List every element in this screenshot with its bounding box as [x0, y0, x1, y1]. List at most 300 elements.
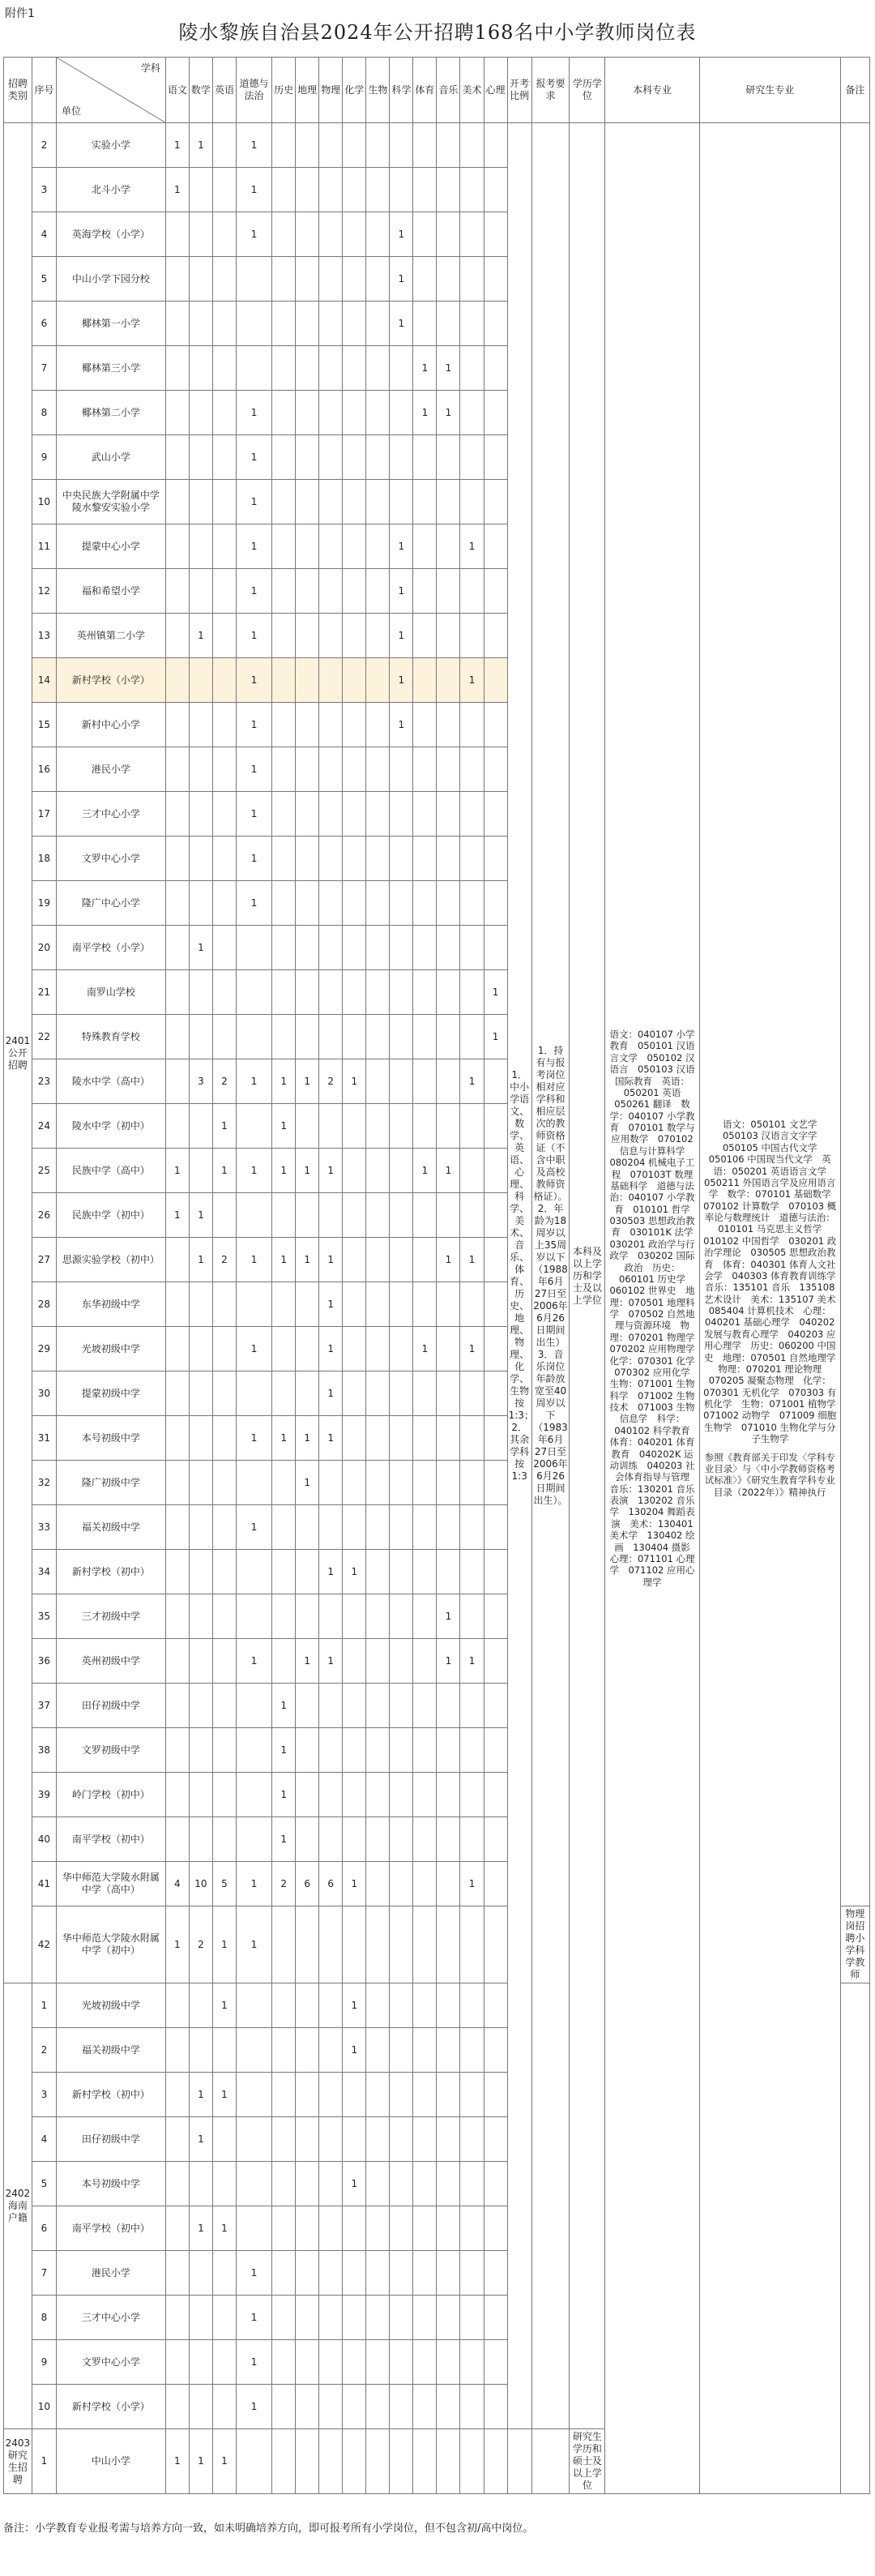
unit-cell: 思源实验学校（初中）	[57, 1238, 166, 1282]
quota-cell	[236, 2429, 271, 2494]
quota-cell: 4	[165, 1862, 189, 1906]
quota-cell: 1	[272, 1728, 296, 1773]
quota-cell	[212, 1639, 236, 1684]
quota-cell	[189, 2340, 212, 2385]
quota-cell	[236, 1983, 271, 2028]
quota-cell	[319, 2206, 343, 2251]
quota-cell	[460, 1728, 484, 1773]
quota-cell	[390, 1684, 413, 1728]
quota-cell	[165, 1015, 189, 1059]
quota-cell: 1	[236, 212, 271, 257]
quota-cell	[413, 569, 437, 614]
quota-cell	[437, 2429, 460, 2494]
quota-cell	[189, 703, 212, 747]
quota-cell	[343, 1684, 366, 1728]
quota-cell	[484, 1862, 507, 1906]
quota-cell	[319, 168, 343, 212]
quota-cell	[272, 1015, 296, 1059]
quota-cell	[165, 1684, 189, 1728]
quota-cell	[165, 480, 189, 524]
ratio-cell-grad	[507, 2429, 531, 2494]
quota-cell	[319, 302, 343, 346]
quota-cell	[272, 2028, 296, 2073]
quota-cell: 1	[296, 1461, 319, 1505]
quota-cell	[390, 1282, 413, 1327]
quota-cell	[236, 1550, 271, 1594]
seq-cell: 21	[32, 970, 56, 1015]
quota-cell	[437, 1684, 460, 1728]
header-subj-0: 语文	[165, 58, 189, 123]
unit-cell: 提蒙初级中学	[57, 1371, 166, 1416]
quota-cell	[165, 1282, 189, 1327]
quota-cell: 10	[189, 1862, 212, 1906]
quota-cell: 1	[343, 1550, 366, 1594]
quota-cell	[236, 1371, 271, 1416]
seq-cell: 42	[32, 1906, 56, 1983]
quota-cell	[296, 2385, 319, 2429]
jobs-table-wrapper	[3, 57, 870, 2494]
quota-cell	[212, 168, 236, 212]
header-subj-1: 数学	[189, 58, 212, 123]
quota-cell	[272, 2162, 296, 2206]
quota-cell	[343, 435, 366, 480]
quota-cell	[366, 614, 390, 658]
quota-cell	[413, 2251, 437, 2296]
remark-cell-empty	[840, 1983, 869, 2494]
quota-cell	[366, 1149, 390, 1193]
quota-cell	[390, 2117, 413, 2162]
quota-cell	[319, 747, 343, 792]
quota-cell	[272, 970, 296, 1015]
quota-cell	[165, 2206, 189, 2251]
quota-cell: 1	[189, 2206, 212, 2251]
quota-cell	[212, 658, 236, 703]
quota-cell	[296, 1282, 319, 1327]
seq-cell: 15	[32, 703, 56, 747]
quota-cell	[484, 1906, 507, 1983]
seq-cell: 38	[32, 1728, 56, 1773]
quota-cell	[343, 703, 366, 747]
quota-cell	[212, 1416, 236, 1461]
category-cell: 2402海南户籍	[4, 1983, 32, 2429]
quota-cell	[165, 658, 189, 703]
quota-cell	[296, 1505, 319, 1550]
quota-cell	[413, 1193, 437, 1238]
quota-cell: 1	[413, 1149, 437, 1193]
quota-cell	[460, 1371, 484, 1416]
quota-cell	[437, 2206, 460, 2251]
header-age: 开考比例	[507, 58, 531, 123]
quota-cell	[236, 1817, 271, 1862]
quota-cell	[212, 792, 236, 837]
quota-cell: 6	[296, 1862, 319, 1906]
quota-cell: 1	[212, 2206, 236, 2251]
quota-cell	[366, 2385, 390, 2429]
header-edu: 学历学位	[570, 58, 605, 123]
quota-cell	[189, 346, 212, 391]
quota-cell: 1	[236, 1639, 271, 1684]
quota-cell	[437, 1505, 460, 1550]
quota-cell	[366, 2206, 390, 2251]
quota-cell	[189, 212, 212, 257]
quota-cell	[484, 1149, 507, 1193]
quota-cell	[413, 1015, 437, 1059]
unit-cell: 民族中学（高中）	[57, 1149, 166, 1193]
quota-cell	[343, 1371, 366, 1416]
quota-cell	[484, 346, 507, 391]
quota-cell	[390, 2251, 413, 2296]
quota-cell	[236, 2073, 271, 2117]
quota-cell	[366, 2340, 390, 2385]
quota-cell	[437, 2162, 460, 2206]
attachment-label: 附件1	[5, 7, 35, 20]
quota-cell	[212, 2028, 236, 2073]
quota-cell	[319, 346, 343, 391]
quota-cell	[484, 792, 507, 837]
quota-cell: 2	[189, 1906, 212, 1983]
quota-cell	[390, 747, 413, 792]
quota-cell	[437, 970, 460, 1015]
quota-cell	[484, 1684, 507, 1728]
quota-cell	[319, 792, 343, 837]
quota-cell: 1	[189, 926, 212, 970]
seq-cell: 31	[32, 1416, 56, 1461]
seq-cell: 18	[32, 837, 56, 881]
quota-cell	[296, 1104, 319, 1149]
unit-cell: 中山小学下园分校	[57, 257, 166, 302]
quota-cell	[437, 1862, 460, 1906]
quota-cell	[212, 1505, 236, 1550]
quota-cell	[319, 524, 343, 569]
quota-cell	[413, 1461, 437, 1505]
quota-cell	[319, 1983, 343, 2028]
quota-cell	[343, 391, 366, 435]
quota-cell: 1	[236, 2340, 271, 2385]
grad-text: 语文：050101 文艺学 050103 汉语言文字学 050105 中国古代文学 050106 中国现当代文学 英语：050201 英语语言文学 050211 外国语言学及应用语言学 数学：070101 基础数学 070102 计算数学 070103 概率论与数理统计 道德与法治：010101 马克思主义哲学 010102 中国哲学 030201 政治学理论 030505 思想政治教育 体育：040301 体育人文社会学 040303 体育教育训练学 音乐：135101 音乐 135108 艺术设计 美术：135107 美术 085404 计算机技术 心理：040201 基础心理学 040202 发展与教育心理学 040203 应用心理学 历史：060200 中国史 地理：070501 自然地理学 物理：070201 理论物理 070205 凝聚态物理 化学：070301 无机化学 070303 有机化学 生物：071001 植物学 071002 动物学 071009 细胞生物学 071010 生物化学与分子生物学	[703, 1119, 845, 1445]
quota-cell	[460, 1104, 484, 1149]
quota-cell: 1	[189, 2073, 212, 2117]
quota-cell	[343, 2340, 366, 2385]
quota-cell	[343, 970, 366, 1015]
quota-cell: 1	[236, 1059, 271, 1104]
quota-cell	[343, 1282, 366, 1327]
quota-cell: 1	[236, 1238, 271, 1282]
quota-cell: 1	[390, 658, 413, 703]
quota-cell	[437, 168, 460, 212]
quota-cell: 1	[390, 212, 413, 257]
quota-cell	[296, 881, 319, 926]
quota-cell	[272, 1327, 296, 1371]
quota-cell	[212, 1684, 236, 1728]
unit-cell: 田仔初级中学	[57, 2117, 166, 2162]
quota-cell	[460, 1282, 484, 1327]
quota-cell	[437, 2296, 460, 2340]
quota-cell	[366, 2296, 390, 2340]
quota-cell	[437, 1550, 460, 1594]
quota-cell	[484, 480, 507, 524]
quota-cell: 3	[189, 1059, 212, 1104]
quota-cell	[272, 524, 296, 569]
quota-cell: 1	[165, 2429, 189, 2494]
quota-cell	[343, 257, 366, 302]
quota-cell	[189, 302, 212, 346]
quota-cell	[212, 569, 236, 614]
unit-cell: 新村学校（初中）	[57, 1550, 166, 1594]
quota-cell	[437, 658, 460, 703]
quota-cell	[460, 480, 484, 524]
quota-cell	[460, 2385, 484, 2429]
quota-cell: 6	[319, 1862, 343, 1906]
quota-cell	[236, 1594, 271, 1639]
quota-cell	[343, 2251, 366, 2296]
quota-cell	[460, 1015, 484, 1059]
quota-cell	[212, 257, 236, 302]
quota-cell	[484, 2251, 507, 2296]
quota-cell	[165, 1639, 189, 1684]
quota-cell	[437, 1461, 460, 1505]
quota-cell	[484, 2429, 507, 2494]
quota-cell	[272, 212, 296, 257]
quota-cell	[165, 1505, 189, 1550]
quota-cell: 1	[212, 2073, 236, 2117]
quota-cell	[212, 302, 236, 346]
quota-cell: 1	[319, 1550, 343, 1594]
quota-cell	[236, 970, 271, 1015]
quota-cell	[390, 1059, 413, 1104]
quota-cell	[437, 569, 460, 614]
seq-cell: 9	[32, 435, 56, 480]
quota-cell	[484, 391, 507, 435]
quota-cell	[343, 2296, 366, 2340]
quota-cell	[413, 881, 437, 926]
quota-cell	[390, 1773, 413, 1817]
quota-cell: 1	[236, 123, 271, 168]
quota-cell	[296, 524, 319, 569]
quota-cell	[296, 1594, 319, 1639]
quota-cell	[319, 1104, 343, 1149]
quota-cell	[484, 2073, 507, 2117]
seq-cell: 12	[32, 569, 56, 614]
quota-cell	[236, 2028, 271, 2073]
quota-cell: 1	[460, 1059, 484, 1104]
quota-cell	[390, 168, 413, 212]
quota-cell: 1	[212, 1906, 236, 1983]
quota-cell	[413, 2162, 437, 2206]
unit-cell: 本号初级中学	[57, 2162, 166, 2206]
quota-cell	[319, 1594, 343, 1639]
quota-cell	[272, 2206, 296, 2251]
quota-cell	[165, 1594, 189, 1639]
quota-cell: 1	[296, 1238, 319, 1282]
quota-cell	[343, 2117, 366, 2162]
quota-cell	[484, 524, 507, 569]
seq-cell: 5	[32, 257, 56, 302]
unit-cell: 南罗山学校	[57, 970, 166, 1015]
quota-cell	[165, 1983, 189, 2028]
quota-cell: 1	[319, 1149, 343, 1193]
unit-cell: 文罗中心小学	[57, 2340, 166, 2385]
header-subj-11: 音乐	[437, 58, 460, 123]
quota-cell	[165, 1461, 189, 1505]
quota-cell: 1	[236, 1416, 271, 1461]
quota-cell: 1	[165, 168, 189, 212]
unit-cell: 特殊教育学校	[57, 1015, 166, 1059]
header-subj-8: 生物	[366, 58, 390, 123]
unit-cell: 英海学校（小学）	[57, 212, 166, 257]
header-unit-subject	[57, 58, 166, 123]
header-subj-2: 英语	[212, 58, 236, 123]
quota-cell	[484, 614, 507, 658]
quota-cell	[390, 2073, 413, 2117]
quota-cell	[390, 1104, 413, 1149]
quota-cell	[484, 837, 507, 881]
quota-cell	[343, 837, 366, 881]
quota-cell	[296, 2028, 319, 2073]
quota-cell	[413, 1505, 437, 1550]
quota-cell	[296, 747, 319, 792]
quota-cell: 2	[212, 1238, 236, 1282]
quota-cell	[319, 1461, 343, 1505]
quota-cell	[296, 2251, 319, 2296]
quota-cell	[212, 2296, 236, 2340]
seq-cell: 17	[32, 792, 56, 837]
quota-cell: 1	[484, 1015, 507, 1059]
quota-cell	[272, 837, 296, 881]
quota-cell	[390, 1983, 413, 2028]
quota-cell	[413, 970, 437, 1015]
quota-cell	[212, 1594, 236, 1639]
quota-cell	[413, 257, 437, 302]
quota-cell	[460, 2296, 484, 2340]
quota-cell	[272, 1505, 296, 1550]
quota-cell	[165, 1238, 189, 1282]
quota-cell	[366, 524, 390, 569]
quota-cell	[366, 123, 390, 168]
quota-cell	[189, 1104, 212, 1149]
quota-cell	[272, 2340, 296, 2385]
quota-cell	[272, 792, 296, 837]
seq-cell: 7	[32, 346, 56, 391]
quota-cell	[437, 2385, 460, 2429]
quota-cell	[212, 2117, 236, 2162]
quota-cell	[484, 1104, 507, 1149]
edu-cell-grad: 研究生学历和硕士及以上学位	[570, 2429, 605, 2494]
quota-cell	[189, 2251, 212, 2296]
quota-cell	[484, 1238, 507, 1282]
quota-cell	[189, 435, 212, 480]
quota-cell	[272, 569, 296, 614]
quota-cell	[390, 435, 413, 480]
unit-cell: 港民小学	[57, 2251, 166, 2296]
quota-cell	[296, 2206, 319, 2251]
quota-cell	[296, 2117, 319, 2162]
quota-cell: 1	[236, 837, 271, 881]
quota-cell: 1	[272, 1773, 296, 1817]
quota-cell	[236, 1728, 271, 1773]
quota-cell	[343, 1817, 366, 1862]
quota-cell	[390, 1817, 413, 1862]
quota-cell	[319, 2296, 343, 2340]
quota-cell	[460, 837, 484, 881]
quota-cell	[437, 1416, 460, 1461]
quota-cell: 1	[319, 1416, 343, 1461]
quota-cell: 1	[189, 614, 212, 658]
quota-cell	[343, 1327, 366, 1371]
category-cell: 2401公开招聘	[4, 123, 32, 1983]
quota-cell	[460, 1773, 484, 1817]
quota-cell	[390, 1416, 413, 1461]
quota-cell	[366, 747, 390, 792]
seq-cell: 20	[32, 926, 56, 970]
quota-cell: 1	[484, 970, 507, 1015]
quota-cell	[460, 435, 484, 480]
quota-cell	[343, 302, 366, 346]
quota-cell	[296, 614, 319, 658]
unit-cell: 椰林第二小学	[57, 391, 166, 435]
quota-cell	[390, 1193, 413, 1238]
quota-cell: 1	[236, 703, 271, 747]
unit-cell: 岭门学校（初中）	[57, 1773, 166, 1817]
quota-cell	[484, 1371, 507, 1416]
quota-cell	[343, 1015, 366, 1059]
quota-cell	[366, 1193, 390, 1238]
quota-cell	[437, 1906, 460, 1983]
quota-cell	[366, 346, 390, 391]
quota-cell	[366, 1862, 390, 1906]
quota-cell	[319, 703, 343, 747]
quota-cell: 1	[236, 2296, 271, 2340]
header-grad: 研究生专业	[699, 58, 840, 123]
quota-cell	[236, 1773, 271, 1817]
quota-cell	[460, 2251, 484, 2296]
quota-cell	[390, 1862, 413, 1906]
quota-cell: 1	[437, 1149, 460, 1193]
quota-cell	[319, 1773, 343, 1817]
unit-cell: 椰林第一小学	[57, 302, 166, 346]
quota-cell	[366, 480, 390, 524]
quota-cell	[366, 2073, 390, 2117]
quota-cell	[484, 658, 507, 703]
quota-cell	[272, 435, 296, 480]
quota-cell	[413, 614, 437, 658]
unit-cell: 南平学校（初中）	[57, 1817, 166, 1862]
seq-cell: 3	[32, 2073, 56, 2117]
quota-cell	[390, 970, 413, 1015]
quota-cell: 1	[343, 1059, 366, 1104]
quota-cell	[460, 792, 484, 837]
seq-cell: 39	[32, 1773, 56, 1817]
quota-cell	[366, 257, 390, 302]
seq-cell: 36	[32, 1639, 56, 1684]
quota-cell	[296, 703, 319, 747]
quota-cell: 1	[236, 2385, 271, 2429]
quota-cell	[437, 881, 460, 926]
quota-cell	[189, 480, 212, 524]
quota-cell	[319, 257, 343, 302]
quota-cell	[366, 2251, 390, 2296]
quota-cell	[165, 1371, 189, 1416]
quota-cell	[484, 2206, 507, 2251]
quota-cell: 1	[236, 1906, 271, 1983]
quota-cell	[484, 569, 507, 614]
seq-cell: 37	[32, 1684, 56, 1728]
quota-cell	[413, 1983, 437, 2028]
quota-cell	[319, 1906, 343, 1983]
quota-cell	[296, 1371, 319, 1416]
quota-cell	[165, 792, 189, 837]
quota-cell	[212, 970, 236, 1015]
unit-cell: 华中师范大学陵水附属中学（高中）	[57, 1862, 166, 1906]
